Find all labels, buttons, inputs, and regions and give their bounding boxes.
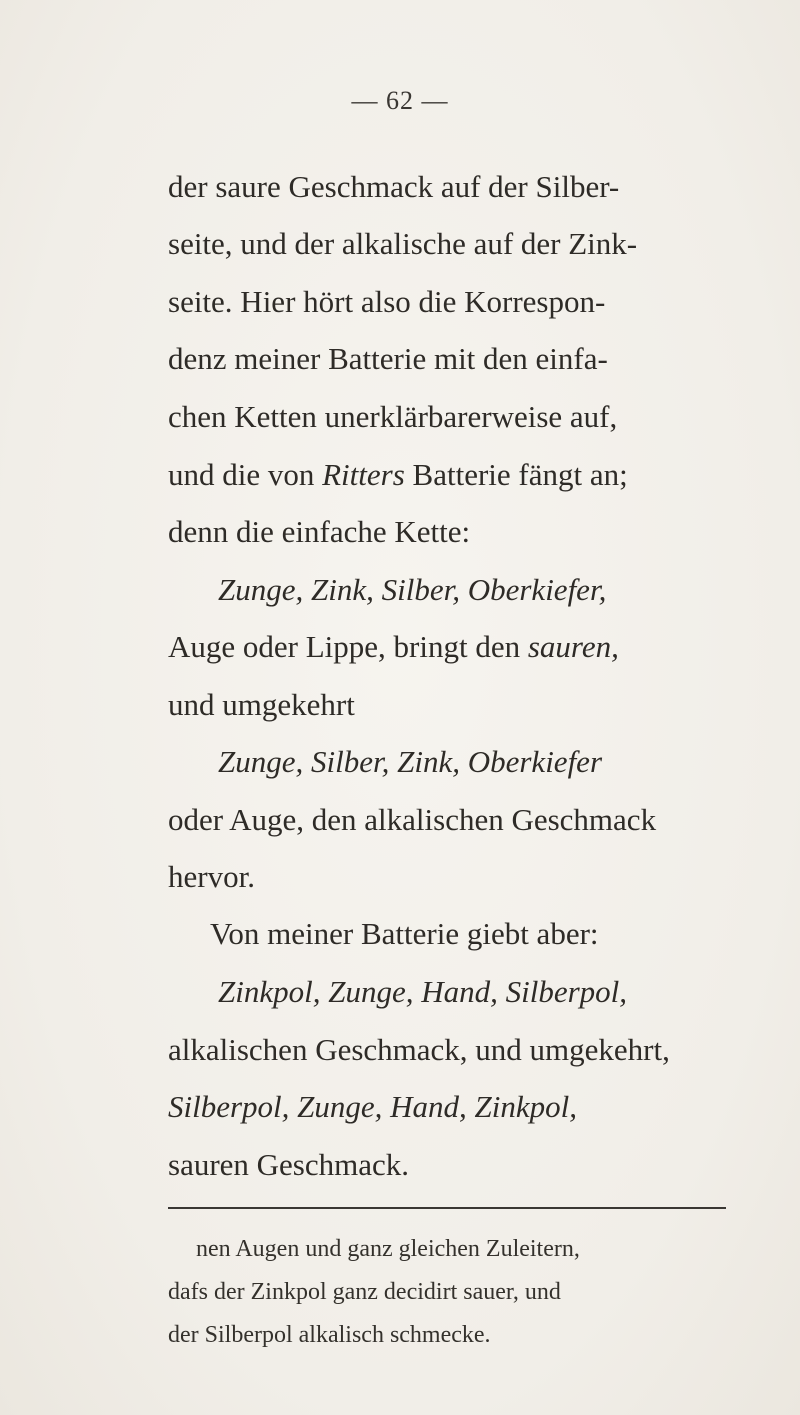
italic-text: Ritters [322,457,405,492]
body-line [218,742,602,782]
text-run: denn die einfache Kette: [168,514,471,549]
text-run: seite. Hier hört also die Korrespon- [168,284,606,319]
body-line [168,1030,670,1070]
body-line [168,1087,577,1127]
italic-text: Zinkpol, Zunge, Hand, Silberpol, [218,974,628,1009]
text-run: Batterie fängt an; [404,457,628,492]
italic-text: Zunge, Silber, Zink, Oberkiefer [218,744,603,779]
body-line [168,224,637,264]
body-line [218,972,627,1012]
body-line [168,167,619,207]
italic-text: sauren, [527,629,619,664]
text-run: alkalischen Geschmack, und umgekehrt, [168,1032,670,1067]
text-run: hervor. [168,859,255,894]
italic-text: Silberpol, Zunge, Hand, Zinkpol, [168,1089,578,1124]
body-line [168,512,470,552]
text-run: der saure Geschmack auf der Silber- [168,169,620,204]
body-line [168,339,608,379]
text-run: sauren Geschmack. [168,1147,410,1182]
footnote-rule [168,1207,726,1209]
body-line [168,282,605,322]
text-run: chen Ketten unerklärbarerweise auf, [168,399,618,434]
text-run: oder Auge, den alkalischen Geschmack [168,802,657,837]
footnote-line: dafs der Zinkpol ganz decidirt sauer, und [168,1279,561,1305]
body-line [168,455,628,495]
body-line [168,857,255,897]
body-line [168,627,619,667]
text-run: Auge oder Lippe, bringt den [168,629,528,664]
body-line [168,1145,409,1185]
text-run: Von meiner Batterie giebt aber: [210,916,599,951]
footnote-line: der Silberpol alkalisch schmecke. [168,1322,491,1348]
text-run: und umgekehrt [168,687,355,722]
text-run: denz meiner Batterie mit den einfa- [168,341,608,376]
body-line [168,397,617,437]
text-run: und die von [168,457,323,492]
footnote-line: nen Augen und ganz gleichen Zuleitern, [196,1236,580,1262]
body-line [210,914,599,954]
italic-text: Zunge, Zink, Silber, Oberkiefer, [218,572,607,607]
body-line [218,570,606,610]
page-number-header: — 62 — [351,86,449,115]
body-line [168,800,656,840]
body-line [168,685,355,725]
text-run: seite, und der alkalische auf der Zink- [168,226,638,261]
